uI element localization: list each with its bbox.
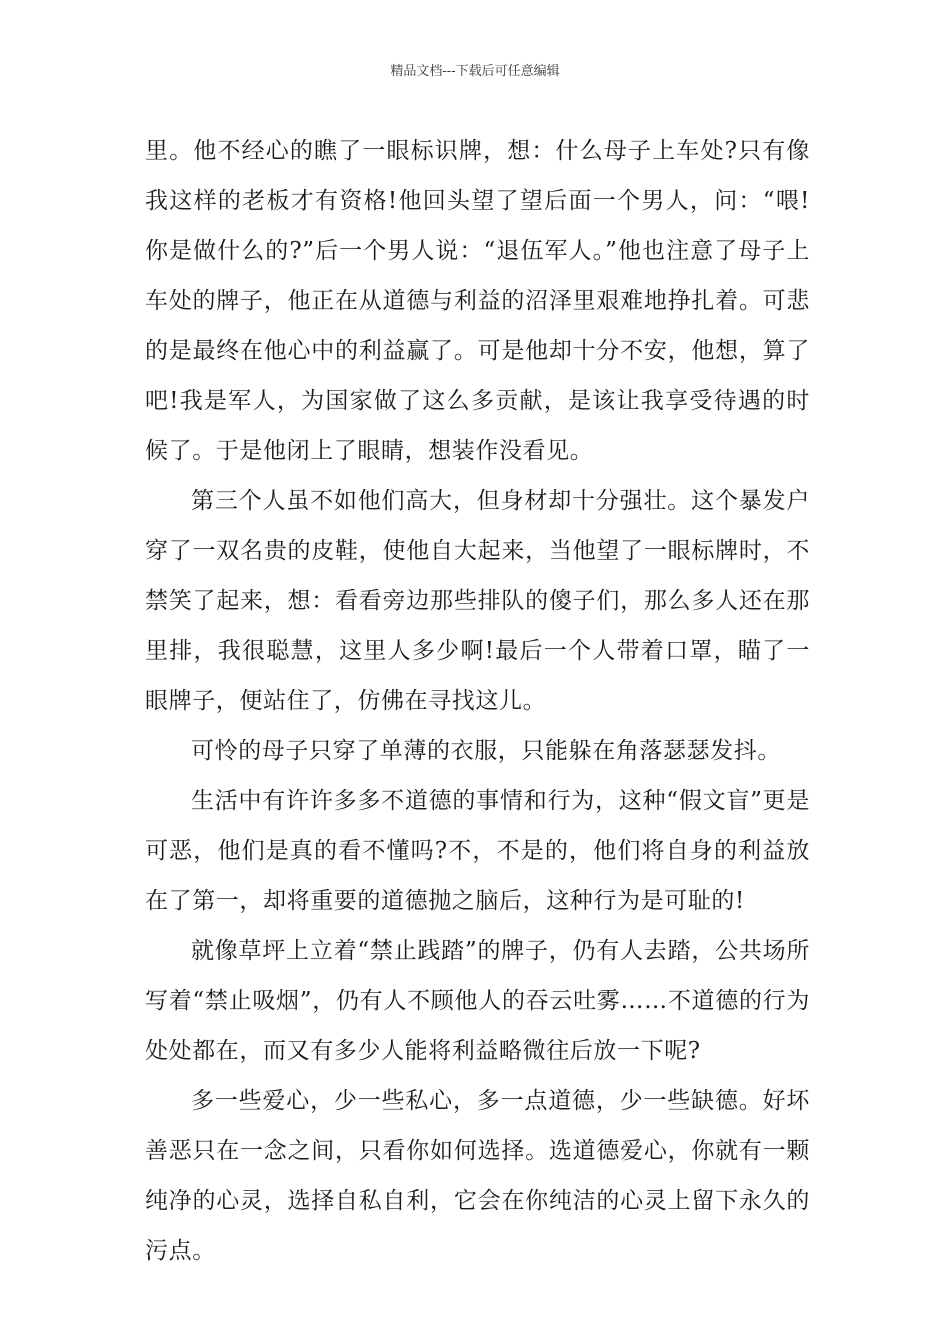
paragraph-2: 第三个人虽不如他们高大，但身材却十分强壮。这个暴发户穿了一双名贵的皮鞋，使他自大起来，当他望了一眼标牌时，不禁笑了起来，想：看看旁边那些排队的傻子们，那么多人还在那里排，我很聪慧，这里人多少啊!最后一个人带着口罩，瞄了一眼牌子，便站住了，仿佛在寻找这儿。 <box>145 488 810 714</box>
page-header: 精品文档---下载后可任意编辑 <box>390 64 560 79</box>
paragraph-3: 可怜的母子只穿了单薄的衣服，只能躲在角落瑟瑟发抖。 <box>191 738 781 764</box>
paragraph-5: 就像草坪上立着“禁止践踏”的牌子，仍有人去踏，公共场所写着“禁止吸烟”，仍有人不顾他人的吞云吐雾……不道德的行为处处都在，而又有多少人能将利益略微往后放一下呢? <box>145 938 810 1064</box>
paragraph-1: 里。他不经心的瞧了一眼标识牌，想：什么母子上车处?只有像我这样的老板才有资格!他回头望了望后面一个男人，问：“喂!你是做什么的?”后一个男人说：“退伍军人。”他也注意了母子上车处的牌子，他正在从道德与利益的沼泽里艰难地挣扎着。可悲的是最终在他心中的利益赢了。可是他却十分不安，他想，算了吧!我是军人，为国家做了这么多贡献，是该让我享受待遇的时候了。于是他闭上了眼睛，想装作没看见。 <box>145 138 810 464</box>
paragraph-4: 生活中有许许多多不道德的事情和行为，这种“假文盲”更是可恶，他们是真的看不懂吗?不，不是的，他们将自身的利益放在了第一，却将重要的道德抛之脑后，这种行为是可耻的! <box>145 788 810 914</box>
document-body <box>145 126 810 1276</box>
paragraph-6: 多一些爱心，少一些私心，多一点道德，少一些缺德。好坏善恶只在一念之间，只看你如何选择。选道德爱心，你就有一颗纯净的心灵，选择自私自利，它会在你纯洁的心灵上留下永久的污点。 <box>145 1088 810 1264</box>
